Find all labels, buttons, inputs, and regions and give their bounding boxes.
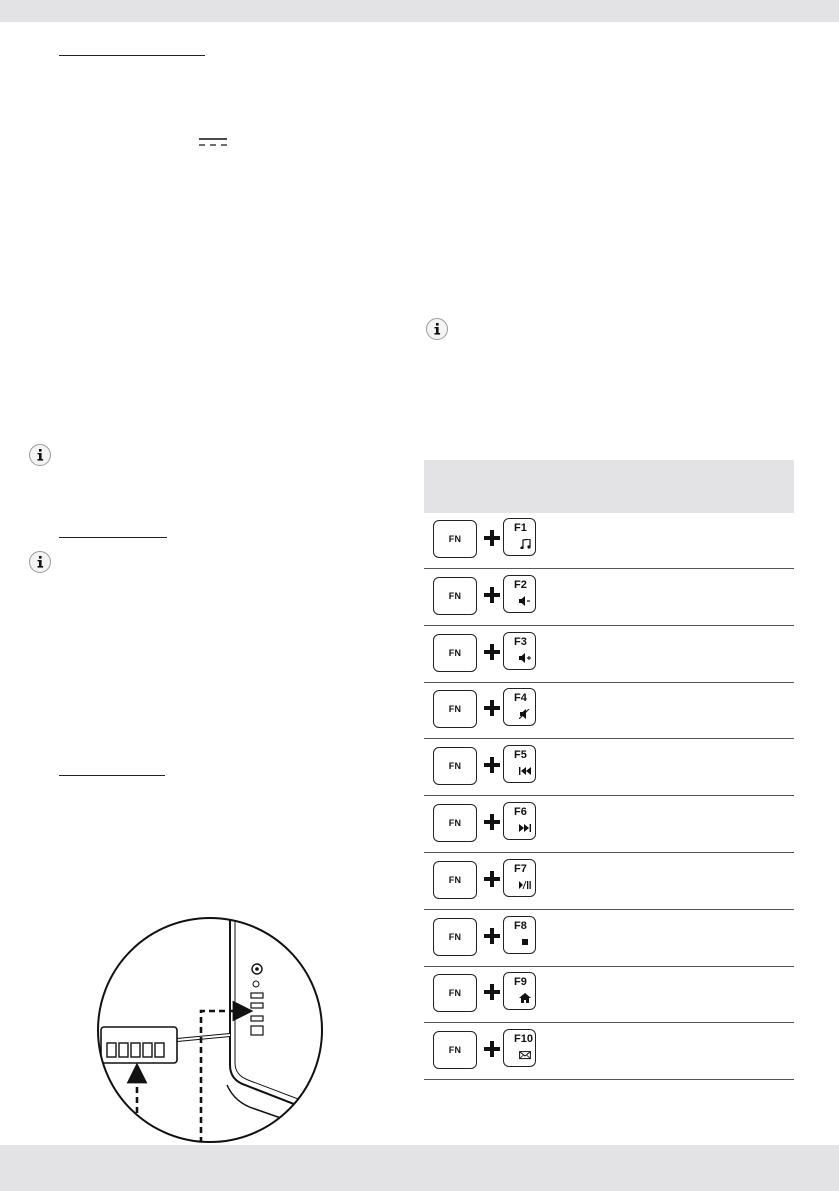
plus-icon <box>484 757 500 773</box>
top-band <box>0 0 839 22</box>
function-key-label: F3 <box>514 636 527 648</box>
function-key <box>503 745 536 783</box>
function-key-label: F9 <box>514 976 527 988</box>
home-icon <box>519 993 531 1003</box>
usb-hub-illustration <box>95 915 325 1145</box>
hotkey-row <box>424 797 794 853</box>
fn-key: FN <box>433 690 477 728</box>
fn-key: FN <box>433 1031 477 1069</box>
hotkey-row <box>424 513 794 569</box>
volume-down-icon <box>519 596 531 606</box>
fn-key: FN <box>433 974 477 1012</box>
function-key <box>503 916 536 954</box>
hotkey-row <box>424 570 794 626</box>
info-icon <box>426 318 448 340</box>
previous-track-icon <box>519 766 531 776</box>
plus-icon <box>484 530 500 546</box>
hotkey-row <box>424 740 794 796</box>
fn-key: FN <box>433 918 477 956</box>
hotkey-row <box>424 967 794 1023</box>
function-key <box>503 1029 536 1067</box>
fn-key: FN <box>433 634 477 672</box>
next-track-icon <box>519 823 531 833</box>
mail-icon <box>519 1050 531 1060</box>
hotkey-row <box>424 627 794 683</box>
stop-icon <box>519 937 531 947</box>
heading-underline-1 <box>59 55 205 56</box>
hotkey-row <box>424 1024 794 1080</box>
function-key-label: F6 <box>514 806 527 818</box>
bottom-band <box>0 1145 839 1191</box>
fn-key: FN <box>433 747 477 785</box>
heading-underline-3 <box>59 775 165 776</box>
plus-icon <box>484 587 500 603</box>
heading-underline-2 <box>59 537 167 538</box>
function-key <box>503 688 536 726</box>
plus-icon <box>484 984 500 1000</box>
mute-icon <box>519 709 531 719</box>
function-key <box>503 632 536 670</box>
plus-icon <box>484 1041 500 1057</box>
function-key <box>503 518 536 556</box>
fn-key: FN <box>433 804 477 842</box>
fn-key: FN <box>433 861 477 899</box>
function-key-label: F1 <box>514 522 527 534</box>
function-key-label: F7 <box>514 863 527 875</box>
function-key <box>503 802 536 840</box>
fn-key: FN <box>433 577 477 615</box>
function-key <box>503 575 536 613</box>
function-key-label: F4 <box>514 692 527 704</box>
plus-icon <box>484 700 500 716</box>
plus-icon <box>484 871 500 887</box>
plus-icon <box>484 814 500 830</box>
info-icon <box>29 551 51 573</box>
music-note-icon <box>519 539 531 549</box>
fn-key: FN <box>433 520 477 558</box>
function-key-label: F5 <box>514 749 527 761</box>
function-key-label: F8 <box>514 920 527 932</box>
plus-icon <box>484 928 500 944</box>
hotkey-row <box>424 911 794 967</box>
function-key <box>503 859 536 897</box>
play-pause-icon <box>519 880 531 890</box>
info-icon <box>29 444 51 466</box>
plus-icon <box>484 644 500 660</box>
function-key <box>503 972 536 1010</box>
function-key-label: F2 <box>514 579 527 591</box>
hotkey-row <box>424 854 794 910</box>
function-key-label: F10 <box>514 1033 533 1045</box>
table-header <box>424 460 794 513</box>
dc-current-symbol <box>199 137 227 147</box>
volume-up-icon <box>519 653 531 663</box>
hotkey-row <box>424 683 794 739</box>
